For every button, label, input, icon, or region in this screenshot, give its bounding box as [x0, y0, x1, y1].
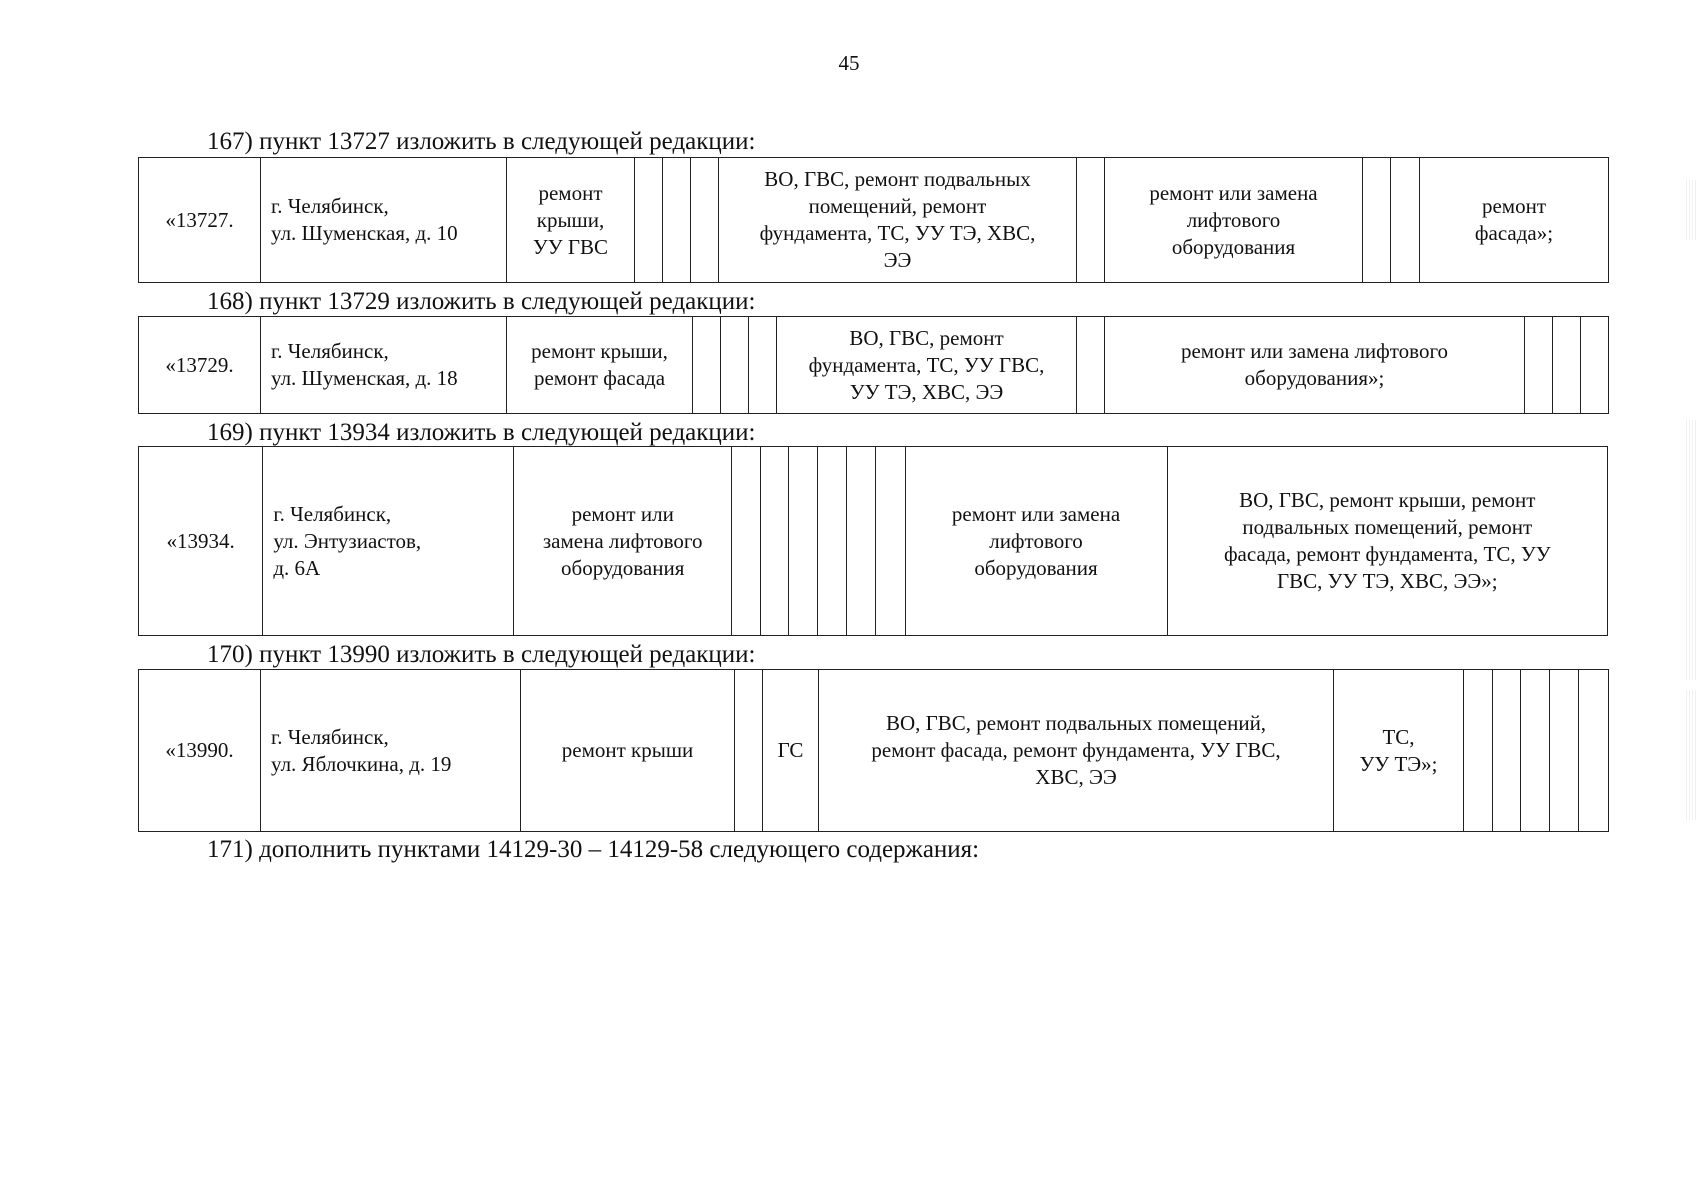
address-cell	[261, 670, 521, 832]
amendment-table-13990	[138, 669, 1609, 832]
work-text: ВО, ГВС, ремонт фундамента, ТС, УУ ГВС, УУ ТЭ, ХВС, ЭЭ	[808, 325, 1045, 404]
work-text: ремонт или замена лифтового оборудования»;	[1180, 339, 1449, 390]
empty-cell	[1077, 317, 1105, 414]
empty-cell	[1391, 158, 1420, 283]
work-text: ремонт или замена лифтового оборудования	[1149, 180, 1318, 259]
page-number: 45	[838, 51, 860, 75]
work-cell	[514, 447, 732, 636]
work-text: ремонт или замена лифтового оборудования	[951, 501, 1121, 580]
amendment-heading-169: 169) пункт 13934 изложить в следующей редакции:	[207, 419, 756, 446]
empty-cell	[1553, 317, 1581, 414]
item-number-cell: «13727.	[139, 158, 261, 283]
work-text: ремонт или замена лифтового оборудования	[542, 501, 703, 580]
work-cell	[1167, 447, 1607, 636]
empty-cell	[817, 447, 847, 636]
empty-cell	[760, 447, 789, 636]
work-text: ремонт крыши, УУ ГВС	[532, 180, 609, 259]
work-cell	[1105, 317, 1525, 414]
empty-cell	[1521, 670, 1550, 832]
work-cell	[1105, 158, 1363, 283]
empty-cell	[1464, 670, 1493, 832]
item-number-cell: «13934.	[139, 447, 263, 636]
empty-cell	[721, 317, 749, 414]
work-cell	[521, 670, 735, 832]
table-row	[139, 158, 1609, 283]
address-cell	[261, 317, 507, 414]
scan-edge-artifact	[1686, 420, 1698, 680]
empty-cell	[1581, 317, 1609, 414]
empty-cell	[1493, 670, 1521, 832]
work-cell	[1334, 670, 1464, 832]
work-cell	[1420, 158, 1609, 283]
empty-cell	[663, 158, 691, 283]
work-text: ТС, УУ ТЭ»;	[1359, 724, 1438, 776]
empty-cell	[1077, 158, 1105, 283]
empty-cell	[691, 158, 719, 283]
amendment-heading-168: 168) пункт 13729 изложить в следующей редакции:	[207, 288, 756, 315]
work-cell	[763, 670, 819, 832]
empty-cell	[749, 317, 777, 414]
item-number-cell: «13729.	[139, 317, 261, 414]
work-cell	[905, 447, 1167, 636]
work-text: ремонт крыши	[561, 738, 694, 762]
amendment-table-13727	[138, 157, 1609, 283]
address-cell	[263, 447, 514, 636]
empty-cell	[1525, 317, 1553, 414]
empty-cell	[635, 158, 663, 283]
amendment-heading-170: 170) пункт 13990 изложить в следующей редакции:	[207, 641, 756, 668]
empty-cell	[847, 447, 876, 636]
work-text: ВО, ГВС, ремонт подвальных помещений, ремонт фундамента, ТС, УУ ТЭ, ХВС, ЭЭ	[759, 167, 1036, 272]
table-row	[139, 447, 1608, 636]
table-row	[139, 670, 1609, 832]
work-cell	[819, 670, 1334, 832]
empty-cell	[693, 317, 721, 414]
scan-edge-artifact	[1686, 690, 1698, 820]
work-text: ВО, ГВС, ремонт подвальных помещений, ремонт фасада, ремонт фундамента, УУ ГВС, ХВС, ЭЭ	[871, 711, 1281, 789]
empty-cell	[875, 447, 905, 636]
amendment-heading-167: 167) пункт 13727 изложить в следующей редакции:	[207, 128, 756, 155]
work-cell	[777, 317, 1077, 414]
work-text: ГС	[777, 738, 804, 762]
amendment-table-13729	[138, 316, 1609, 414]
work-text: ВО, ГВС, ремонт крыши, ремонт подвальных помещений, ремонт фасада, ремонт фундамента, ТС, УУ ГВС, УУ ТЭ, ХВС, ЭЭ»;	[1223, 488, 1551, 593]
work-cell	[719, 158, 1077, 283]
work-cell	[507, 158, 635, 283]
empty-cell	[1363, 158, 1391, 283]
work-text: ремонт крыши, ремонт фасада	[531, 339, 668, 390]
amendment-table-13934	[138, 446, 1608, 636]
address-text: г. Челябинск, ул. Энтузиастов, д. 6А	[273, 501, 422, 580]
empty-cell	[789, 447, 818, 636]
empty-cell	[1579, 670, 1609, 832]
item-number-cell: «13990.	[139, 670, 261, 832]
empty-cell	[1550, 670, 1579, 832]
address-text: г. Челябинск, ул. Шуменская, д. 18	[271, 339, 458, 390]
amendment-heading-171: 171) дополнить пунктами 14129-30 – 14129-58 следующего содержания:	[207, 836, 980, 863]
address-text: г. Челябинск, ул. Яблочкина, д. 19	[271, 724, 452, 776]
table-row	[139, 317, 1609, 414]
address-cell	[261, 158, 507, 283]
scan-edge-artifact	[1686, 180, 1698, 240]
work-cell	[507, 317, 693, 414]
empty-cell	[735, 670, 763, 832]
empty-cell	[732, 447, 761, 636]
address-text: г. Челябинск, ул. Шуменская, д. 10	[271, 194, 458, 245]
work-text: ремонт фасада»;	[1474, 194, 1554, 245]
